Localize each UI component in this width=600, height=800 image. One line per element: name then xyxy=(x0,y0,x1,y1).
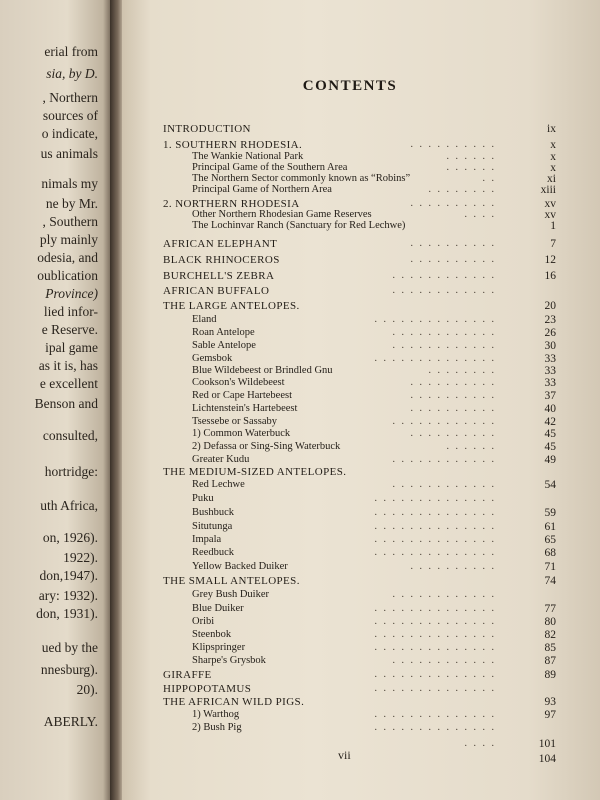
leader-dots: . . . . . . . . . . . . . . xyxy=(374,493,496,504)
contents-entry-label: INTRODUCTION xyxy=(163,123,251,135)
leader-dots: . . xyxy=(482,173,496,184)
contents-entry-page: 87 xyxy=(544,655,556,667)
left-page-line: uth Africa, xyxy=(40,498,98,513)
leader-dots: . . . . . . . . . . xyxy=(410,198,496,209)
left-page-line: , Northern xyxy=(42,90,98,105)
contents-entry-page: 65 xyxy=(544,534,556,546)
contents-entry-page: 33 xyxy=(544,377,556,389)
leader-dots: . . . . . . . . . . . . xyxy=(392,655,496,666)
left-page-line: odesia, and xyxy=(37,250,98,265)
left-page-line: ne by Mr. xyxy=(45,196,98,211)
contents-entry-page: 71 xyxy=(544,561,556,573)
leader-dots: . . . . . . . . . . . . xyxy=(392,285,496,296)
contents-entry-label: THE AFRICAN WILD PIGS. xyxy=(163,696,305,708)
left-page-line: Province) xyxy=(45,286,98,301)
leader-dots: . . . . xyxy=(464,738,496,749)
left-page-line: ply mainly xyxy=(39,232,98,247)
leader-dots: . . . . . . . . . . xyxy=(410,390,496,401)
contents-entry xyxy=(0,268,556,284)
contents-entry-page: xv xyxy=(544,209,556,221)
left-page-line: oublication xyxy=(37,268,98,283)
contents-entry-label: Sable Antelope xyxy=(192,340,256,351)
contents-entry-page: 54 xyxy=(544,479,556,491)
contents-entry-page: xiii xyxy=(540,184,556,196)
contents-entry-page: 40 xyxy=(544,403,556,415)
contents-entry-label: AFRICAN ELEPHANT xyxy=(163,238,278,250)
contents-entry-label: Bushbuck xyxy=(192,507,234,518)
contents-entry-label: Eland xyxy=(192,314,217,325)
contents-entry-label: 2) Bush Pig xyxy=(192,722,242,733)
leader-dots: . . . . . . . . . . . . xyxy=(392,416,496,427)
contents-entry-label: 2. NORTHERN RHODESIA xyxy=(163,198,300,210)
contents-entry-page: 89 xyxy=(544,669,556,681)
contents-entry-page: 26 xyxy=(544,327,556,339)
contents-entry-page: 82 xyxy=(544,629,556,641)
left-page-line: , Southern xyxy=(42,214,98,229)
contents-entry xyxy=(0,736,556,752)
contents-entry-label: Blue Wildebeest or Brindled Gnu xyxy=(192,365,333,376)
left-page-line: hortridge: xyxy=(44,464,98,479)
contents-entry-page: 77 xyxy=(544,603,556,615)
contents-entry-label: THE MEDIUM-SIZED ANTELOPES. xyxy=(163,466,347,478)
leader-dots: . . . . . . . . . . xyxy=(410,403,496,414)
contents-entry-label: Lichtenstein's Hartebeest xyxy=(192,403,298,414)
leader-dots: . . . . . . . . . . xyxy=(410,561,496,572)
leader-dots: . . . . . . . . . . . . . . xyxy=(374,709,496,720)
contents-entry xyxy=(0,283,556,299)
contents-entry-label: Reedbuck xyxy=(192,547,234,558)
contents-entry-page: 59 xyxy=(544,507,556,519)
contents-entry-label: The Wankie National Park xyxy=(192,151,304,162)
contents-entry-label: 1) Warthog xyxy=(192,709,240,720)
left-page-line: e Reserve. xyxy=(41,322,98,337)
leader-dots: . . . . . . . . . . xyxy=(410,254,496,265)
contents-entry-page: 7 xyxy=(550,238,556,250)
page-number: vii xyxy=(338,748,351,762)
contents-entry xyxy=(0,252,556,268)
contents-entry-label: Roan Antelope xyxy=(192,327,255,338)
leader-dots: . . . . . . . . . . xyxy=(410,238,496,249)
contents-entry-page: 80 xyxy=(544,616,556,628)
contents-entry xyxy=(0,236,556,252)
contents-entry-label: Puku xyxy=(192,493,214,504)
left-page-line: ABERLY. xyxy=(43,714,98,729)
left-page-line: o indicate, xyxy=(41,126,98,141)
contents-entry-page: 45 xyxy=(544,428,556,440)
contents-entry xyxy=(0,218,556,234)
contents-entry-label: Principal Game of Northern Area xyxy=(192,184,332,195)
leader-dots: . . . . . . . . . . xyxy=(410,377,496,388)
leader-dots: . . . . . . . . . . . . xyxy=(392,327,496,338)
contents-entry xyxy=(0,751,556,767)
leader-dots: . . . . . . . . . . . . . . xyxy=(374,547,496,558)
contents-entry-label: HIPPOPOTAMUS xyxy=(163,683,252,695)
leader-dots: . . . . . . xyxy=(446,162,496,173)
left-page-line: sia, by D. xyxy=(46,66,98,81)
contents-entry-page: 1 xyxy=(550,220,556,232)
contents-entry-page: 20 xyxy=(544,300,556,312)
left-page-line: nimals my xyxy=(41,176,98,191)
left-page-line: nnesburg). xyxy=(40,662,98,677)
leader-dots: . . . . . . . . xyxy=(428,184,496,195)
contents-entry-label: THE LARGE ANTELOPES. xyxy=(163,300,300,312)
contents-entry-label: Sharpe's Grysbok xyxy=(192,655,266,666)
contents-entry-label: Yellow Backed Duiker xyxy=(192,561,288,572)
contents-entry-page: 93 xyxy=(544,696,556,708)
leader-dots: . . . . . . . . . . xyxy=(410,139,496,150)
leader-dots: . . . . . . . . . . . . . . xyxy=(374,521,496,532)
left-page-line: 20). xyxy=(76,682,98,697)
contents-entry-page: 101 xyxy=(538,738,556,750)
contents-entry-label: 1) Common Waterbuck xyxy=(192,428,291,439)
leader-dots: . . . . . . . . . . . . . . xyxy=(374,534,496,545)
left-page-line: on, 1926). xyxy=(42,530,98,545)
contents-entry-page: 49 xyxy=(544,454,556,466)
leader-dots: . . . . . . xyxy=(446,151,496,162)
leader-dots: . . . . . . . . . . . . . . xyxy=(374,603,496,614)
contents-entry-label: Cookson's Wildebeest xyxy=(192,377,285,388)
contents-entry-label: THE SMALL ANTELOPES. xyxy=(163,575,300,587)
left-page-line: don, 1931). xyxy=(36,606,98,621)
contents-entry-label: Red or Cape Hartebeest xyxy=(192,390,293,401)
contents-entry-label: Gemsbok xyxy=(192,353,233,364)
leader-dots: . . . . . . . . . . . . . . xyxy=(374,629,496,640)
leader-dots: . . . . . . . . . . . . . . xyxy=(374,353,496,364)
left-page-line: ipal game xyxy=(45,340,98,355)
contents-entry-label: Klipspringer xyxy=(192,642,246,653)
contents-entry-label: Blue Duiker xyxy=(192,603,244,614)
contents-entry-page: 12 xyxy=(544,254,556,266)
contents-entry-page: 16 xyxy=(544,270,556,282)
leader-dots: . . . . . . . . . . . . . . xyxy=(374,616,496,627)
leader-dots: . . . . . . . . xyxy=(428,365,496,376)
contents-entry-label: Greater Kudu xyxy=(192,454,250,465)
left-page-line: lied infor- xyxy=(43,304,98,319)
left-page-line: as it is, has xyxy=(38,358,98,373)
leader-dots: . . . . . . xyxy=(446,441,496,452)
contents-entry-label: BURCHELL'S ZEBRA xyxy=(163,270,275,282)
leader-dots: . . . . . . . . . . . . . . xyxy=(374,314,496,325)
contents-entry-label: Tsessebe or Sassaby xyxy=(192,416,277,427)
leader-dots: . . . . . . . . . . . . xyxy=(392,454,496,465)
contents-entry-page: 68 xyxy=(544,547,556,559)
left-page-line: ued by the xyxy=(41,640,98,655)
contents-entry-label: The Lochinvar Ranch (Sanctuary for Red Lechwe) xyxy=(192,220,406,231)
left-page-line: don,1947). xyxy=(39,568,98,583)
contents-entry xyxy=(0,121,556,137)
contents-entry-page: x xyxy=(550,151,556,163)
contents-entry-page: 97 xyxy=(544,709,556,721)
contents-entry-label: Red Lechwe xyxy=(192,479,245,490)
contents-entry-label: Principal Game of the Southern Area xyxy=(192,162,348,173)
contents-entry-label: Impala xyxy=(192,534,222,545)
contents-entry xyxy=(0,720,556,736)
leader-dots: . . . . . . . . . . xyxy=(410,428,496,439)
left-page-line: erial from xyxy=(44,44,98,59)
contents-entry-page: 37 xyxy=(544,390,556,402)
contents-entry-page: 45 xyxy=(544,441,556,453)
leader-dots: . . . . . . . . . . . . . . xyxy=(374,507,496,518)
contents-entry-page: 33 xyxy=(544,365,556,377)
contents-entry-page: x xyxy=(550,162,556,174)
contents-entry-label: The Northern Sector commonly known as “Robins” xyxy=(192,173,411,184)
left-page-line: us animals xyxy=(40,146,98,161)
leader-dots: . . . . xyxy=(464,209,496,220)
contents-entry-label: Grey Bush Duiker xyxy=(192,589,269,600)
contents-entry-page: 104 xyxy=(538,753,556,765)
contents-entry-label: 1. SOUTHERN RHODESIA. xyxy=(163,139,303,151)
contents-entry-page: 23 xyxy=(544,314,556,326)
contents-entry-page: 33 xyxy=(544,353,556,365)
left-page-line: Benson and xyxy=(34,396,98,411)
leader-dots: . . . . . . . . . . . . . . xyxy=(374,669,496,680)
contents-entry-label: Steenbok xyxy=(192,629,232,640)
contents-entry-page: 61 xyxy=(544,521,556,533)
contents-entry-page: x xyxy=(550,139,556,151)
left-page-line: ary: 1932). xyxy=(38,588,98,603)
leader-dots: . . . . . . . . . . . . xyxy=(392,270,496,281)
contents-entry-page: xv xyxy=(544,198,556,210)
leader-dots: . . . . . . . . . . . . . . xyxy=(374,642,496,653)
contents-entry-label: Situtunga xyxy=(192,521,233,532)
left-page-line: consulted, xyxy=(42,428,98,443)
contents-entry-page: 85 xyxy=(544,642,556,654)
contents-entry-label: AFRICAN BUFFALO xyxy=(163,285,270,297)
contents-entry-page: 30 xyxy=(544,340,556,352)
left-page-line: e excellent xyxy=(39,376,98,391)
contents-entry-page: xi xyxy=(547,173,556,185)
contents-entry-label: Other Northern Rhodesian Game Reserves xyxy=(192,209,372,220)
contents-entry-label: GIRAFFE xyxy=(163,669,212,681)
contents-entry-label: BLACK RHINOCEROS xyxy=(163,254,280,266)
page-title: CONTENTS xyxy=(302,78,398,94)
contents-entry-page: ix xyxy=(547,123,556,135)
leader-dots: . . . . . . . . . . . . xyxy=(392,479,496,490)
contents-entry-label: Oribi xyxy=(192,616,215,627)
leader-dots: . . . . . . . . . . . . . . xyxy=(374,722,496,733)
leader-dots: . . . . . . . . . . . . xyxy=(392,340,496,351)
leader-dots: . . . . . . . . . . . . xyxy=(392,589,496,600)
contents-entry-page: 74 xyxy=(544,575,556,587)
contents-entry-page: 42 xyxy=(544,416,556,428)
left-page-line: sources of xyxy=(42,108,98,123)
contents-entry-label: 2) Defassa or Sing-Sing Waterbuck xyxy=(192,441,341,452)
left-page-line: 1922). xyxy=(63,550,98,565)
leader-dots: . . . . . . . . . . . . . . xyxy=(374,683,496,694)
